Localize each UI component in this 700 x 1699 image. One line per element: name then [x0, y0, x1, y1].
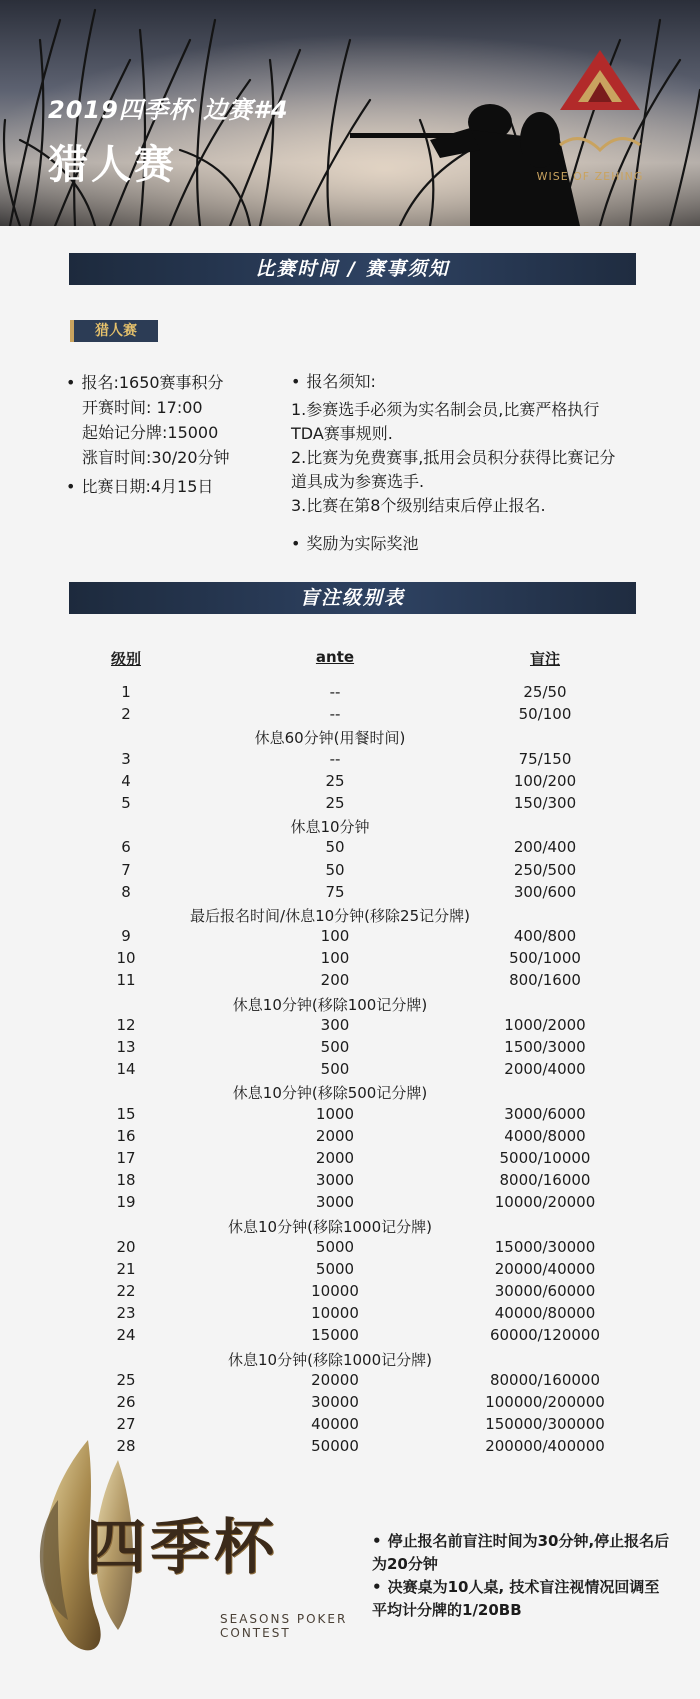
cell-ante: 75 — [325, 882, 345, 901]
cell-level: 8 — [121, 882, 131, 901]
cell-ante: 3000 — [315, 1193, 355, 1212]
cell-level: 7 — [121, 860, 131, 879]
cell-ante: -- — [329, 683, 341, 701]
footer-notes — [372, 1530, 672, 1622]
event-tag: 猎人赛 — [70, 320, 158, 342]
cell-ante: 5000 — [315, 1237, 355, 1256]
cell-level: 2 — [121, 705, 131, 724]
cell-level: 9 — [121, 927, 131, 946]
cell-level: 23 — [116, 1304, 136, 1323]
signup-fee: • 报名:1650赛事积分 — [66, 370, 230, 395]
cell-ante: 5000 — [315, 1259, 355, 1278]
cell-blind: 800/1600 — [509, 971, 581, 990]
cell-level: 1 — [121, 683, 131, 701]
cell-blind: 4000/8000 — [504, 1126, 586, 1145]
cell-ante: -- — [329, 749, 341, 768]
registration-notes — [291, 370, 621, 556]
cell-level: 22 — [116, 1282, 136, 1301]
cell-level: 18 — [116, 1171, 136, 1190]
cell-blind: 200/400 — [513, 838, 577, 857]
event-subtitle: 2019四季杯 边赛#4 — [48, 96, 289, 124]
cell-blind: 1000/2000 — [504, 1015, 586, 1034]
brand-name-english: SEASONS POKER CONTEST — [220, 1612, 348, 1640]
cell-ante: 50000 — [311, 1437, 359, 1456]
header-ante: ante — [315, 648, 355, 666]
cell-ante: 1000 — [315, 1104, 355, 1123]
cell-ante: 2000 — [315, 1148, 355, 1167]
cell-blind: 25/50 — [523, 683, 567, 701]
break-label: 休息10分钟(移除1000记分牌) — [228, 1350, 432, 1369]
table-row — [60, 1124, 660, 1146]
note-blind-time: • 停止报名前盲注时间为30分钟,停止报名后为20分钟 — [372, 1530, 672, 1576]
cell-level: 4 — [121, 771, 131, 790]
break-row — [60, 1079, 660, 1101]
break-row — [60, 1346, 660, 1368]
cell-level: 24 — [116, 1326, 136, 1345]
cell-blind: 20000/40000 — [494, 1259, 596, 1278]
cell-blind: 400/800 — [513, 927, 577, 946]
header-level: 级别 — [110, 650, 141, 668]
table-row — [60, 1168, 660, 1190]
break-row — [60, 991, 660, 1013]
cell-blind: 150/300 — [513, 793, 577, 812]
event-date: • 比赛日期:4月15日 — [66, 474, 230, 499]
cell-level: 16 — [116, 1126, 136, 1145]
break-label: 休息60分钟(用餐时间) — [254, 729, 406, 748]
club-logo-icon — [540, 50, 660, 180]
cell-ante: 50 — [325, 860, 345, 879]
cell-blind: 2000/4000 — [504, 1060, 586, 1079]
prize-note: • 奖励为实际奖池 — [291, 532, 621, 556]
cell-level: 19 — [116, 1193, 136, 1212]
starting-chips: 起始记分牌:15000 — [82, 423, 219, 442]
rule-2: 2.比赛为免费赛事,抵用会员积分获得比赛记分道具成为参赛选手. — [291, 448, 616, 491]
brand-name-chinese: 四季杯 — [86, 1513, 278, 1583]
cell-level: 25 — [116, 1370, 136, 1389]
break-label: 最后报名时间/休息10分钟(移除25记分牌) — [190, 906, 470, 925]
cell-ante: 500 — [320, 1060, 350, 1079]
table-row — [60, 769, 660, 791]
break-row — [60, 902, 660, 924]
cell-level: 12 — [116, 1015, 136, 1034]
table-row — [60, 1190, 660, 1212]
table-row — [60, 924, 660, 946]
blind-interval: 涨盲时间:30/20分钟 — [82, 448, 230, 467]
table-row — [60, 702, 660, 724]
cell-ante: 25 — [325, 771, 345, 790]
table-row — [60, 1257, 660, 1279]
table-row — [60, 858, 660, 880]
cell-ante: 100 — [320, 927, 350, 946]
cell-ante: 3000 — [315, 1171, 355, 1190]
blind-structure-table — [60, 648, 660, 1457]
table-row — [60, 1146, 660, 1168]
table-row — [60, 835, 660, 857]
table-row — [60, 791, 660, 813]
cell-ante: 10000 — [311, 1304, 359, 1323]
table-row — [60, 1057, 660, 1079]
cell-ante: -- — [329, 705, 341, 724]
cell-ante: 10000 — [311, 1282, 359, 1301]
section-header-blinds: 盲注级别表 — [69, 582, 636, 614]
cell-ante: 200 — [320, 971, 350, 990]
cell-blind: 60000/120000 — [489, 1326, 601, 1345]
cell-ante: 300 — [320, 1015, 350, 1034]
cell-blind: 15000/30000 — [494, 1237, 596, 1256]
cell-level: 10 — [116, 949, 136, 968]
cell-level: 28 — [116, 1437, 136, 1456]
event-title: 猎人赛 — [48, 142, 177, 188]
cell-level: 3 — [121, 749, 131, 768]
table-row — [60, 1035, 660, 1057]
cell-level: 5 — [121, 793, 131, 812]
cell-blind: 80000/160000 — [489, 1370, 601, 1389]
hero-banner — [0, 0, 700, 226]
break-row — [60, 1213, 660, 1235]
rule-1: 1.参赛选手必须为实名制会员,比赛严格执行TDA赛事规则. — [291, 400, 600, 443]
cell-level: 11 — [116, 971, 136, 990]
cell-ante: 20000 — [311, 1370, 359, 1389]
cell-blind: 1500/3000 — [504, 1038, 586, 1056]
break-label: 休息10分钟(移除1000记分牌) — [228, 1217, 432, 1236]
cell-ante: 25 — [325, 793, 345, 812]
cell-blind: 300/600 — [513, 882, 577, 901]
cell-ante: 2000 — [315, 1126, 355, 1145]
table-row — [60, 1279, 660, 1301]
table-row — [60, 1102, 660, 1124]
cell-ante: 50 — [325, 838, 345, 857]
cell-level: 15 — [116, 1104, 136, 1123]
cell-blind: 100000/200000 — [485, 1393, 605, 1411]
cell-ante: 30000 — [311, 1393, 359, 1411]
cell-ante: 100 — [320, 949, 350, 968]
cell-blind: 100/200 — [513, 771, 577, 790]
cell-blind: 10000/20000 — [494, 1193, 596, 1212]
table-row — [60, 968, 660, 990]
start-time: 开赛时间: 17:00 — [82, 398, 203, 417]
cell-level: 27 — [116, 1415, 136, 1434]
table-row — [60, 1412, 660, 1434]
rule-3: 3.比赛在第8个级别结束后停止报名. — [291, 496, 546, 515]
table-row — [60, 1235, 660, 1257]
cell-ante: 15000 — [311, 1326, 359, 1345]
cell-blind: 500/1000 — [509, 949, 581, 968]
table-row — [60, 1323, 660, 1345]
table-header — [60, 648, 660, 680]
cell-blind: 5000/10000 — [499, 1148, 591, 1167]
cell-blind: 75/150 — [518, 749, 572, 768]
table-row — [60, 747, 660, 769]
table-row — [60, 880, 660, 902]
header-blind: 盲注 — [529, 650, 560, 668]
cell-level: 6 — [121, 838, 131, 857]
note-final-table: • 决赛桌为10人桌, 技术盲注视情况回调至平均计分牌的1/20BB — [372, 1576, 672, 1622]
table-row — [60, 680, 660, 702]
cell-blind: 40000/80000 — [494, 1304, 596, 1323]
club-logo-text: WISE OF ZEHING — [536, 170, 644, 183]
cell-blind: 8000/16000 — [499, 1171, 591, 1190]
cell-level: 17 — [116, 1148, 136, 1167]
break-label: 休息10分钟 — [290, 818, 370, 837]
cell-blind: 150000/300000 — [485, 1415, 605, 1434]
cell-level: 13 — [116, 1038, 136, 1056]
cell-blind: 30000/60000 — [494, 1282, 596, 1301]
table-row — [60, 1301, 660, 1323]
table-row — [60, 1390, 660, 1412]
cell-blind: 3000/6000 — [504, 1104, 586, 1123]
event-info — [66, 370, 230, 499]
cell-level: 26 — [116, 1393, 136, 1411]
cell-level: 20 — [116, 1237, 136, 1256]
break-row — [60, 724, 660, 746]
section-header-rules: 比赛时间 / 赛事须知 — [69, 253, 636, 285]
cell-level: 21 — [116, 1259, 136, 1278]
break-row — [60, 813, 660, 835]
table-row — [60, 1013, 660, 1035]
table-row — [60, 946, 660, 968]
cell-ante: 40000 — [311, 1415, 359, 1434]
cell-blind: 200000/400000 — [485, 1437, 605, 1456]
break-label: 休息10分钟(移除500记分牌) — [232, 1084, 428, 1103]
table-row — [60, 1368, 660, 1390]
cell-level: 14 — [116, 1060, 136, 1079]
cell-blind: 250/500 — [513, 860, 577, 879]
cell-ante: 500 — [320, 1038, 350, 1056]
break-label: 休息10分钟(移除100记分牌) — [232, 995, 428, 1014]
cell-blind: 50/100 — [518, 705, 572, 724]
notes-heading: • 报名须知: — [291, 370, 621, 394]
